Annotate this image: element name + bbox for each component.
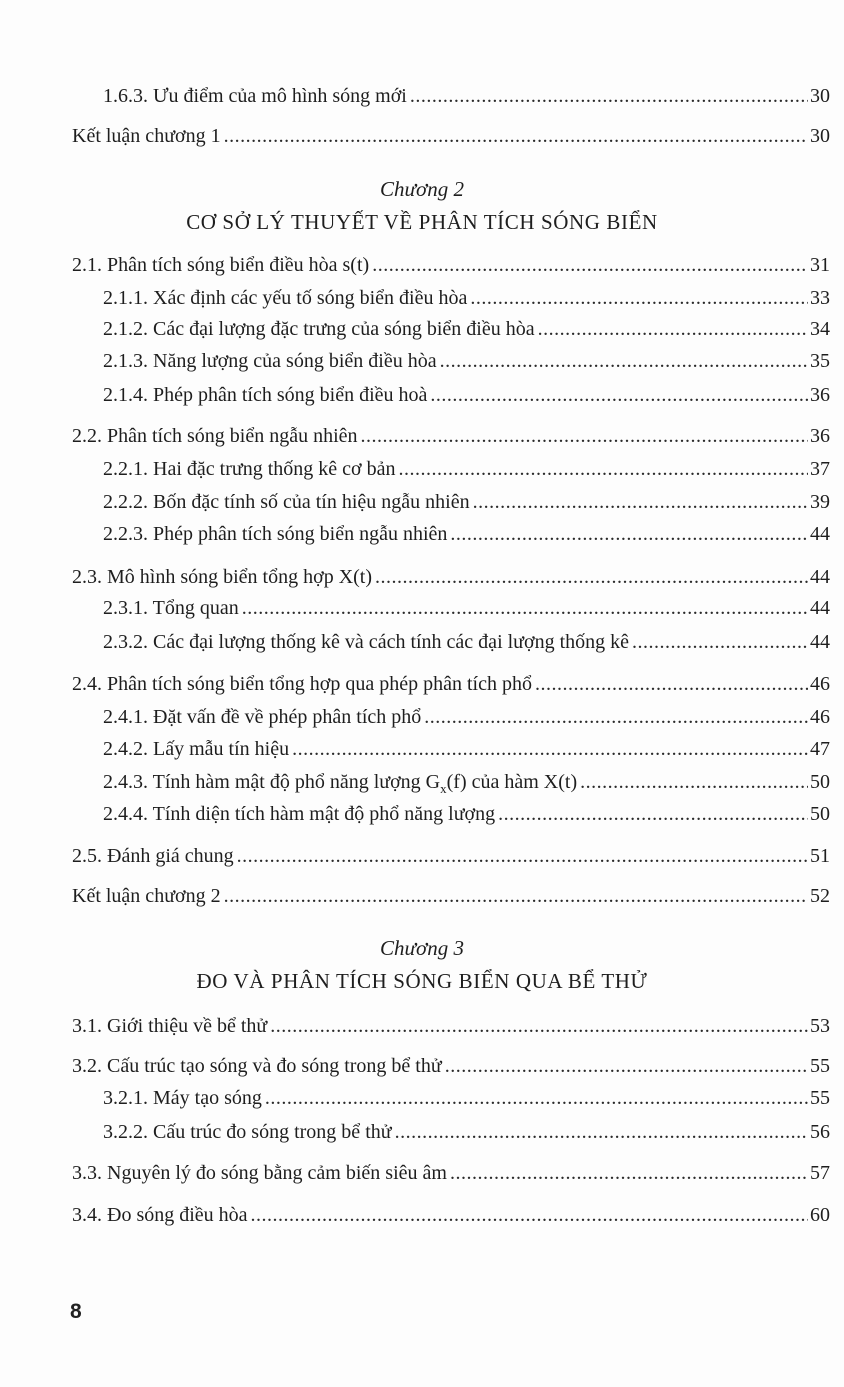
toc-entry-page: 44 — [810, 597, 830, 619]
toc-entry-title: 2.1.4. Phép phân tích sóng biển điều hoà — [103, 384, 428, 406]
chapter-2-label: Chương 2 — [380, 177, 464, 201]
toc-entry — [0, 1200, 844, 1230]
toc-leader — [372, 250, 808, 280]
toc-entry-page: 33 — [810, 287, 830, 309]
toc-entry-page: 57 — [810, 1162, 830, 1184]
toc-leader — [237, 841, 808, 871]
toc-entry — [0, 669, 844, 699]
toc-entry-page: 44 — [810, 566, 830, 588]
toc-entry-page: 60 — [810, 1204, 830, 1226]
toc-entry — [0, 593, 844, 623]
toc-entry-title: 2.1.2. Các đại lượng đặc trưng của sóng biển điều hòa — [103, 318, 535, 340]
toc-entry — [0, 1158, 844, 1188]
toc-entry-page: 55 — [810, 1055, 830, 1077]
toc-leader — [632, 627, 808, 657]
toc-entry-page: 44 — [810, 523, 830, 545]
toc-entry-title: 3.2. Cấu trúc tạo sóng và đo sóng trong bể thử — [72, 1055, 442, 1077]
toc-entry — [0, 380, 844, 410]
toc-entry-title: 3.4. Đo sóng điều hòa — [72, 1204, 248, 1226]
toc-entry-title: 2.2.1. Hai đặc trưng thống kê cơ bản — [103, 458, 396, 480]
toc-entry — [0, 1051, 844, 1081]
toc-entry — [0, 314, 844, 344]
toc-entry — [0, 702, 844, 732]
toc-leader — [375, 562, 808, 592]
toc-entry-page: 30 — [810, 125, 830, 147]
toc-leader — [538, 314, 808, 344]
toc-entry-page: 31 — [810, 254, 830, 276]
toc-entry-page: 47 — [810, 738, 830, 760]
toc-leader — [410, 81, 808, 111]
page-number: 8 — [70, 1300, 82, 1323]
toc-leader — [473, 487, 808, 517]
toc-entry-title: Kết luận chương 2 — [72, 885, 221, 907]
toc-entry — [0, 1083, 844, 1113]
toc-entry-title: 2.1.1. Xác định các yếu tố sóng biển điều hòa — [103, 287, 468, 309]
toc-entry-title: 2.2.3. Phép phân tích sóng biển ngẫu nhiên — [103, 523, 448, 545]
toc-leader — [395, 1117, 808, 1147]
toc-entry-title: 1.6.3. Ưu điểm của mô hình sóng mới — [103, 85, 407, 107]
toc-leader — [292, 734, 808, 764]
toc-leader — [242, 593, 808, 623]
toc-entry-title: 3.1. Giới thiệu về bể thử — [72, 1015, 268, 1037]
toc-entry — [0, 627, 844, 657]
toc-entry-page: 34 — [810, 318, 830, 340]
toc-entry — [0, 519, 844, 549]
toc-entry — [0, 487, 844, 517]
toc-entry-page: 37 — [810, 458, 830, 480]
toc-leader — [450, 519, 808, 549]
toc-entry-page: 46 — [810, 706, 830, 728]
toc-entry-title: 2.4.2. Lấy mẫu tín hiệu — [103, 738, 290, 760]
toc-entry-title: 2.2. Phân tích sóng biển ngẫu nhiên — [72, 425, 358, 447]
toc-leader — [445, 1051, 808, 1081]
toc-entry — [0, 841, 844, 871]
toc-entry — [0, 767, 844, 797]
toc-entry — [0, 283, 844, 313]
toc-entry-title: 2.4.4. Tính diện tích hàm mật độ phổ năng lượng — [103, 803, 496, 825]
toc-entry-title: 3.3. Nguyên lý đo sóng bằng cảm biến siêu âm — [72, 1162, 447, 1184]
toc-entry-title: 2.3. Mô hình sóng biển tổng hợp X(t) — [72, 566, 373, 588]
toc-leader — [580, 767, 808, 797]
toc-leader — [270, 1011, 808, 1041]
toc-leader — [440, 346, 808, 376]
toc-entry-title: 2.1. Phân tích sóng biển điều hòa s(t) — [72, 254, 370, 276]
toc-leader — [450, 1158, 808, 1188]
toc-entry-title: 3.2.2. Cấu trúc đo sóng trong bể thử — [103, 1121, 392, 1143]
toc-entry — [0, 454, 844, 484]
toc-entry — [0, 1011, 844, 1041]
toc-entry-page: 52 — [810, 885, 830, 907]
toc-entry-title: 2.4.1. Đặt vấn đề về phép phân tích phổ — [103, 706, 422, 728]
toc-entry — [0, 81, 844, 111]
toc-entry-page: 50 — [810, 771, 830, 793]
toc-leader — [470, 283, 808, 313]
toc-leader — [398, 454, 808, 484]
toc-entry-title-subscript: x — [440, 781, 447, 796]
toc-entry-title-pre: 2.4.3. Tính hàm mật độ phổ năng lượng G — [103, 771, 441, 793]
toc-entry-page: 56 — [810, 1121, 830, 1143]
toc-entry — [0, 881, 844, 911]
toc-entry — [0, 734, 844, 764]
toc-entry — [0, 250, 844, 280]
toc-leader — [224, 121, 808, 151]
toc-leader — [265, 1083, 808, 1113]
toc-leader — [535, 669, 808, 699]
chapter-2-title: CƠ SỞ LÝ THUYẾT VỀ PHÂN TÍCH SÓNG BIỂN — [186, 210, 658, 234]
toc-entry-page: 46 — [810, 673, 830, 695]
toc-entry — [0, 421, 844, 451]
toc-entry-title: 2.2.2. Bốn đặc tính số của tín hiệu ngẫu nhiên — [103, 491, 470, 513]
chapter-3-label: Chương 3 — [380, 936, 464, 960]
toc-entry-page: 51 — [810, 845, 830, 867]
toc-entry-page: 55 — [810, 1087, 830, 1109]
toc-entry-title: 2.3.1. Tổng quan — [103, 597, 239, 619]
toc-leader — [251, 1200, 808, 1230]
toc-entry-page: 30 — [810, 85, 830, 107]
toc-entry — [0, 799, 844, 829]
toc-entry — [0, 562, 844, 592]
toc-entry-title: 2.1.3. Năng lượng của sóng biển điều hòa — [103, 350, 437, 372]
toc-entry-title: 3.2.1. Máy tạo sóng — [103, 1087, 262, 1109]
chapter-3-title: ĐO VÀ PHÂN TÍCH SÓNG BIỂN QUA BỂ THỬ — [196, 969, 648, 993]
toc-entry-title: 2.5. Đánh giá chung — [72, 845, 234, 867]
toc-entry-title: Kết luận chương 1 — [72, 125, 221, 147]
toc-leader — [424, 702, 808, 732]
toc-leader — [224, 881, 808, 911]
toc-entry-page: 36 — [810, 425, 830, 447]
toc-entry — [0, 346, 844, 376]
toc-entry-title: 2.3.2. Các đại lượng thống kê và cách tính các đại lượng thống kê — [103, 631, 630, 653]
toc-entry-page: 53 — [810, 1015, 830, 1037]
toc-entry — [0, 1117, 844, 1147]
toc-entry-page: 50 — [810, 803, 830, 825]
toc-leader — [361, 421, 808, 451]
toc-leader — [498, 799, 808, 829]
toc-entry-page: 35 — [810, 350, 830, 372]
toc-entry-page: 39 — [810, 491, 830, 513]
toc-leader — [430, 380, 808, 410]
toc-entry-page: 36 — [810, 384, 830, 406]
toc-entry — [0, 121, 844, 151]
toc-entry-title: 2.4. Phân tích sóng biển tổng hợp qua phép phân tích phổ — [72, 673, 532, 695]
toc-entry-title-post: (f) của hàm X(t) — [446, 771, 578, 793]
toc-entry-page: 44 — [810, 631, 830, 653]
